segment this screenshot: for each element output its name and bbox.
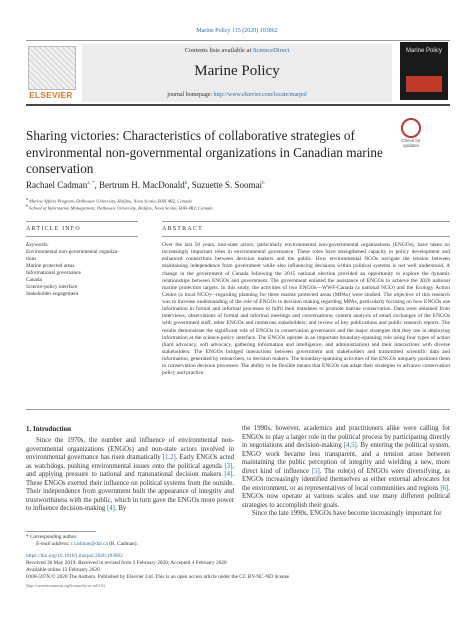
abstract-text: Over the last 50 years, non-state actors, particularly environmental non-governmental organizations (ENGOs), have taken on increasingly important roles in environmental governance. These roles have strengthened capacity in policy development and enhanced connections between decision makers and the public. How environmental NGOs navigate the tension between maintaining independence from government while also influencing decisions within political systems is not well understood. A change in the government of Canada following the 2015 national election provided an opportunity to explore the dynamic relationships between ENGOs and government. The government enlisted the assistance of ENGOs to achieve the 2020 national marine protection targets. In this study, the activities of two ENGOs—WWF-Canada (a national NGO) and the Ecology Action Centre (a local NGO)—regarding planning for three marine protected areas (MPAs) were studied. The objective of this research was to increase understanding of the role of ENGOs in decision making regarding MPAs, particularly focusing on how ENGOs use information in formal and informal processes to fulfil their mandates to promote marine conservation. Data were obtained from interviews; observations of formal and informal meetings and conversations; content analysis of email exchanges of the ENGOs with government staff, other ENGOs and numerous stakeholders; and review of key publications and public research reports. The results demonstrate the significant role of ENGOs in conservation governance and the major strategies that they use in deploying information at the science-policy interface. The ENGOs operate in an important boundary-spanning role using four types of action (hard advocacy, soft advocacy, gathering information and intelligence, and administration) and their interactions with diverse stakeholders. The ENGOs bridged interactions between government and stakeholders and transmitted scientific data and information, generated by researchers, to decision makers. The boundary-spanning activities of the ENGOs uniquely positions them in conservation decision processes. The ability to be flexible means that ENGOs can adapt their strategies to advance conservation policy and practice. [162, 242, 450, 377]
article-info-mid-rule [26, 236, 138, 237]
keyword: tions [26, 256, 37, 262]
email-suffix: (R. Cadman). [109, 541, 138, 547]
article-info-heading: ARTICLE INFO [26, 226, 81, 232]
masthead-top-rule [26, 40, 450, 41]
journal-homepage-line [82, 92, 392, 98]
journal-reference[interactable]: Marine Policy 115 (2020) 103862 [196, 28, 278, 34]
body-column-left [26, 437, 234, 514]
section-heading-introduction: 1. Introduction [26, 425, 71, 433]
body-paragraph: Since the late 1990s, ENGOs have become increasingly important for [252, 510, 442, 517]
citation-link[interactable]: [5] [311, 467, 320, 475]
keywords-label: Keywords: [26, 242, 49, 248]
author-marks[interactable]: b [184, 181, 188, 186]
license-line: 0308-597X/© 2020 The Authors. Published by Elsevier Ltd. This is an open access article under the CC BY-NC-ND license [26, 574, 290, 580]
journal-cover-thumbnail[interactable] [400, 42, 448, 100]
received-history: Received 30 May 2019; Received in revised form 3 February 2020; Accepted 4 February 2020 [26, 560, 227, 566]
affiliation-text: School of Information Management, Dalhousie University, Halifax, Nova Scotia, B3H 4R2, Canada [29, 205, 213, 211]
elsevier-wordmark: ELSEVIER [29, 91, 73, 100]
citation-link[interactable]: [3] [224, 462, 233, 470]
doi-link[interactable]: https://doi.org/10.1016/j.marpol.2020.103862 [26, 553, 123, 559]
available-online: Available online 13 February 2020 [26, 567, 100, 573]
body-text: , and applying pressure to national and transnational decision makers [26, 462, 234, 478]
abstract-mid-rule [162, 236, 450, 237]
body-paragraph [242, 425, 450, 510]
keyword: Canada [26, 277, 42, 283]
keyword: Environmental non-governmental organiza- [26, 249, 119, 255]
body-text: Since the 1970s, the number and influence of environmental non-governmental organizations (ENGOs) and non-state actors involved in environmental governance has risen dramatically [26, 437, 234, 461]
affiliation-text: Marine Affairs Program, Dalhousie University, Halifax, Nova Scotia, B3H 4R2, Canada [29, 198, 192, 204]
keyword: Informational governance [26, 270, 81, 276]
abstract-top-rule [162, 221, 450, 222]
cover-band [406, 76, 442, 92]
keywords-block [26, 242, 138, 298]
citation-link[interactable]: [6] [440, 484, 449, 492]
body-column-right [242, 425, 450, 519]
masthead-bottom-rule [26, 104, 450, 106]
email-link[interactable]: r.cadman@dal.ca [71, 541, 108, 547]
cover-title: Marine Policy [405, 48, 442, 54]
affiliation-mark: a [26, 196, 28, 201]
homepage-link[interactable]: http://www.elsevier.com/locate/marpol [213, 92, 307, 98]
homepage-prefix: journal homepage: [167, 92, 213, 98]
corresponding-author-note: * Corresponding author. [26, 534, 78, 540]
author-marks[interactable]: a, * [87, 181, 95, 186]
body-text: . By [114, 505, 127, 512]
masthead-center [82, 44, 392, 102]
body-text: . Early ENGOs acted as watchdogs, pushing environmental issues onto the political agenda [26, 454, 234, 470]
affiliation [26, 203, 213, 211]
email-label: E-mail address: [36, 541, 70, 547]
article-title: Sharing victories: Characteristics of collaborative strategies of environmental non-governmental organizations in Canadian marine conservation [26, 128, 383, 176]
email-line [36, 541, 138, 547]
crossmark-label: Check for updates [401, 138, 421, 148]
body-text: . By entering the political system, ENGO work became less transparent, and a tension arose between maintaining the public perception of integrity and wielding a new, more direct kind of influence [242, 442, 450, 475]
keyword: Marine protected areas [26, 263, 75, 269]
body-text: . These ENGOs exerted their influence on political systems from the outside. Their independence from government built the appearance of integrity and trustworthiness with the public, which in turn gave the ENGOs more power to influence decision-making [26, 471, 234, 512]
author-name[interactable]: Bertrum H. MacDonald [98, 180, 185, 190]
body-text: . The role(s) of ENGOs were diversifying, as ENGOs increasingly identified themselves as either external advocates for the environment, or as representatives of local communities and regions [242, 467, 450, 492]
crossmark-icon [401, 118, 421, 138]
abstract-heading: ABSTRACT [162, 226, 203, 232]
keyword: Stakeholder engagement [26, 291, 79, 297]
body-text: the 1990s, however, academics and practitioners alike were calling for ENGOs to play a larger role in the political process by participating directly in negotiations and decision-making [242, 425, 450, 449]
citation-link[interactable]: [1,2] [162, 454, 176, 461]
affiliation-mark: b [26, 203, 28, 208]
author-marks[interactable]: b [261, 181, 265, 186]
keyword: Science-policy interface [26, 284, 78, 290]
elsevier-tree-icon [28, 46, 76, 90]
author-name[interactable]: Rachael Cadman [26, 180, 88, 190]
contents-line [82, 47, 392, 54]
author-list: Rachael Cadman$^{a, *}$, Bertrum H. MacDonald$^b$, Suzuette S. Soomai$^b$ [26, 180, 265, 190]
article-info-top-rule [26, 221, 138, 222]
author-name[interactable]: Suzuette S. Soomai [191, 180, 262, 190]
footnote-rule [26, 531, 96, 532]
citation-link[interactable]: [4,5] [343, 442, 357, 449]
journal-title: Marine Policy [194, 63, 280, 79]
crossmark-badge[interactable] [400, 118, 422, 148]
citation-link[interactable]: [4] [224, 471, 233, 478]
license-link[interactable]: (http://creativecommons.org/licenses/by-nc-nd/4.0/). [26, 584, 106, 588]
sciencedirect-link[interactable]: ScienceDirect [252, 47, 290, 54]
abstract-bottom-rule [26, 409, 450, 410]
body-text: . ENGOs now operate at various scales and use many different political strategies to accomplish their goals. [242, 484, 450, 509]
elsevier-logo [28, 46, 74, 98]
contents-prefix: Contents lists available at [184, 47, 252, 54]
citation-link[interactable]: [4] [106, 505, 115, 512]
